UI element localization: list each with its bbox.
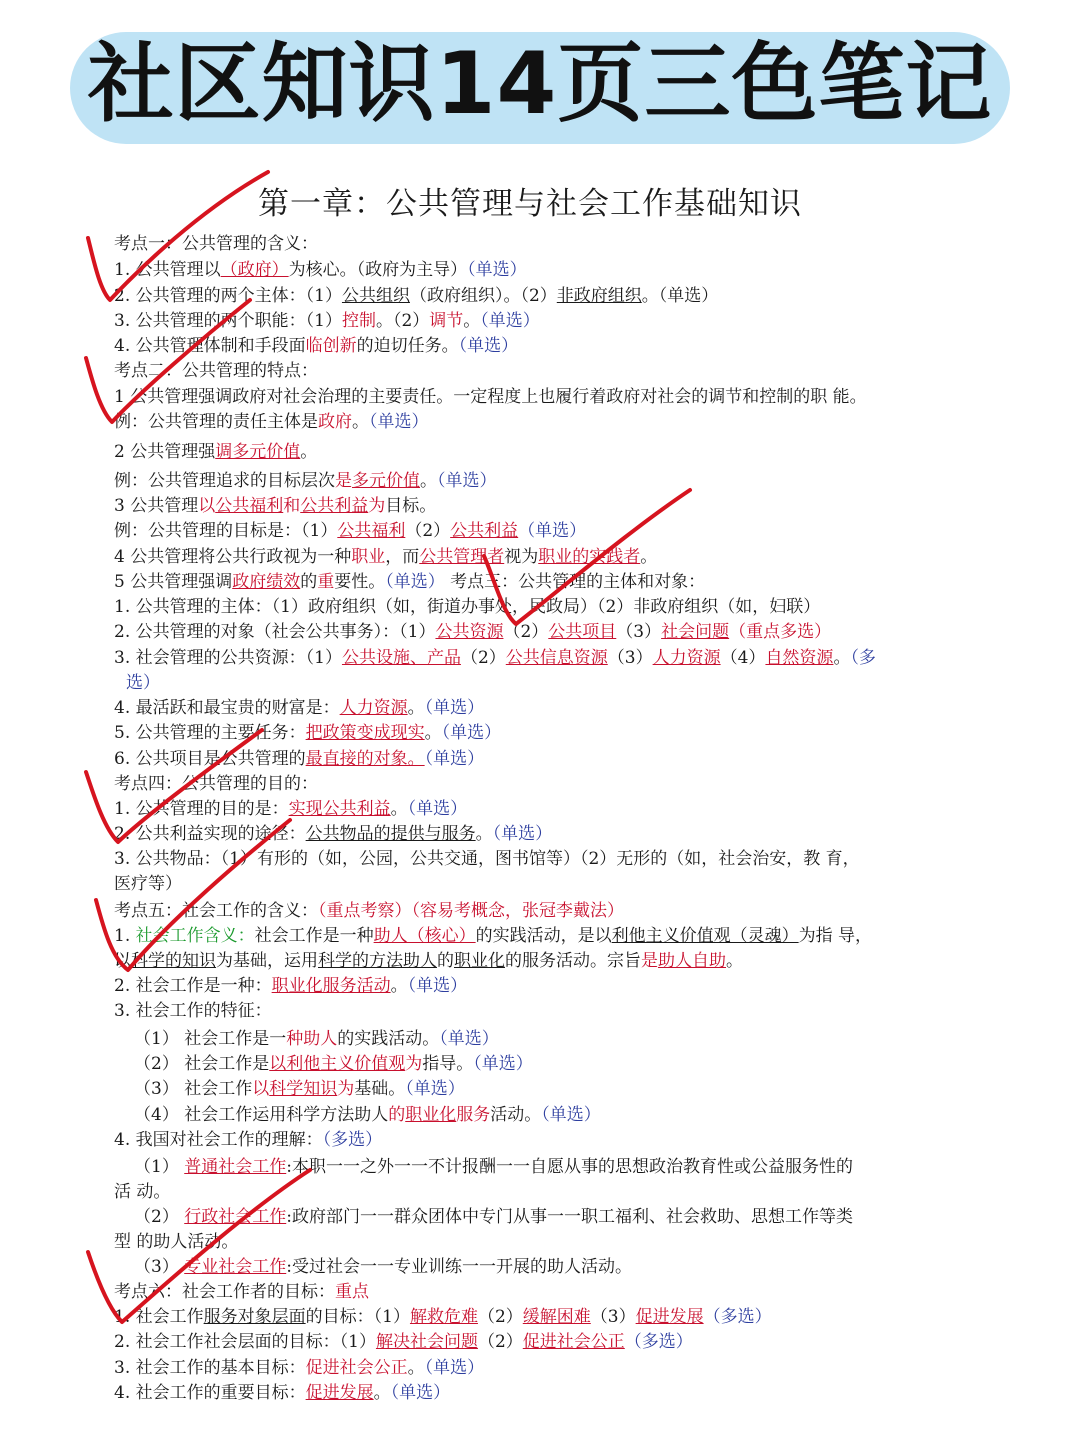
- note-line: [114, 797, 974, 822]
- note-segment: （4） 社会工作运用科学方法助人: [134, 1105, 389, 1125]
- note-segment: 自然资源: [765, 648, 834, 668]
- note-segment: 社会工作含义：: [135, 926, 255, 946]
- note-segment: 为核心。（政府为主导）: [288, 260, 468, 280]
- note-segment: 为: [337, 1079, 355, 1099]
- note-segment: 4. 公共管理体制和手段面: [114, 336, 306, 356]
- note-segment: （2）: [134, 1207, 185, 1227]
- note-segment: （单选）: [424, 749, 485, 769]
- note-line: [114, 822, 974, 847]
- note-segment: 4. 最活跃和最宝贵的财富是：: [114, 698, 340, 718]
- note-segment: （单选）: [473, 1054, 533, 1074]
- note-segment: 考点三：公共管理的主体和对象：: [444, 572, 706, 592]
- note-segment: （3）: [590, 1307, 636, 1327]
- note-segment: 公共福利: [215, 496, 284, 516]
- note-line: [114, 494, 974, 519]
- note-segment: 的实践活动，是以: [475, 926, 612, 946]
- note-segment: 4. 我国对社会工作的理解：: [114, 1130, 323, 1150]
- note-segment: 指导。: [422, 1054, 474, 1074]
- note-segment: （单选）: [439, 1029, 499, 1049]
- note-segment: （多: [850, 648, 876, 668]
- note-segment: （单选）: [424, 698, 485, 718]
- note-line: [114, 1330, 974, 1355]
- note-segment: （2） 社会工作是: [134, 1054, 270, 1074]
- note-segment: 公共信息资源: [505, 648, 608, 668]
- note-segment: 和: [283, 496, 301, 516]
- note-segment: 考点六：社会工作者的目标：: [114, 1282, 335, 1302]
- note-segment: 是: [335, 471, 352, 491]
- note-segment: 以: [198, 496, 216, 516]
- note-segment: 选）: [126, 673, 160, 693]
- note-segment: （重点多选）: [729, 622, 832, 642]
- note-segment: 为基础，运用: [216, 951, 318, 971]
- note-line: [114, 999, 974, 1024]
- note-segment: 2. 社会工作社会层面的目标：（1）: [114, 1332, 376, 1352]
- note-segment: 的服务活动。宗旨: [505, 951, 641, 971]
- note-segment: 专业社会工作: [184, 1257, 287, 1277]
- note-line: [114, 410, 974, 435]
- note-line: [114, 1305, 974, 1330]
- note-line: [114, 974, 974, 999]
- note-segment: （3）: [134, 1257, 185, 1277]
- note-segment: 政府绩效: [232, 572, 301, 592]
- note-line: [114, 847, 974, 872]
- note-line: [114, 284, 974, 309]
- note-line: [134, 1205, 994, 1230]
- note-line: [114, 872, 974, 897]
- note-line: [114, 258, 974, 283]
- note-line: [114, 469, 974, 494]
- note-segment: （重点考察）（容易考概念，张冠李戴法）: [318, 901, 624, 921]
- note-line: [134, 1255, 994, 1280]
- note-segment: 缓解困难: [522, 1307, 591, 1327]
- note-segment: （单选）: [437, 471, 497, 491]
- note-segment: （1）: [134, 1157, 185, 1177]
- note-segment: 。: [424, 723, 442, 743]
- note-segment: 1. 公共管理的目的是：: [114, 799, 289, 819]
- note-segment: 5 公共管理强调: [114, 572, 233, 592]
- note-segment: 基础。: [354, 1079, 406, 1099]
- note-segment: 促进社会公正: [522, 1332, 625, 1352]
- note-segment: （2）: [503, 622, 549, 642]
- note-line: [134, 1103, 994, 1128]
- note-segment: （3） 社会工作: [134, 1079, 253, 1099]
- note-segment: 3. 社会管理的公共资源：（1）: [114, 648, 342, 668]
- note-segment: 。: [352, 412, 369, 432]
- note-segment: 的: [388, 1105, 406, 1125]
- note-line: [114, 924, 974, 949]
- note-line: [114, 359, 974, 384]
- note-segment: （2）: [477, 1332, 523, 1352]
- note-segment: （单选）: [518, 521, 587, 541]
- note-segment: 。: [833, 648, 851, 668]
- note-segment: 的实践活动。: [337, 1029, 440, 1049]
- note-line: [114, 440, 974, 465]
- note-segment: 最直接的对象。: [305, 749, 425, 769]
- note-segment: （单选）: [458, 336, 519, 356]
- note-segment: 例：公共管理的目标是：（1）: [114, 521, 338, 541]
- note-segment: 为指 导，: [798, 926, 873, 946]
- note-segment: 6. 公共项目是公共管理的: [114, 749, 306, 769]
- note-segment: 行政社会工作: [184, 1207, 287, 1227]
- note-segment: :本职一一之外一一不计报酬一一自愿从事的思想政治教育性或公益服务性的: [286, 1157, 853, 1177]
- note-segment: 公共项目: [548, 622, 617, 642]
- note-segment: 要性。: [334, 572, 386, 592]
- note-segment: 。: [726, 951, 743, 971]
- note-segment: （单选）: [385, 572, 445, 592]
- note-segment: 社会工作是一种: [254, 926, 374, 946]
- note-segment: 4 公共管理将公共行政视为一种: [114, 547, 352, 567]
- note-segment: 。: [390, 976, 408, 996]
- note-line: [114, 620, 974, 645]
- note-segment: 2. 公共管理的对象（社会公共事务）：（1）: [114, 622, 436, 642]
- note-line: [114, 545, 974, 570]
- note-line: [114, 747, 974, 772]
- note-segment: （单选）: [492, 824, 553, 844]
- note-segment: （3）: [616, 622, 662, 642]
- note-segment: 科学的知识: [131, 951, 216, 971]
- note-segment: 助人（核心）: [373, 926, 476, 946]
- note-line: [114, 1230, 974, 1255]
- note-line: [114, 570, 974, 595]
- note-segment: 活 动。: [114, 1182, 171, 1202]
- note-segment: 目标。: [385, 496, 437, 516]
- note-segment: 。: [390, 799, 408, 819]
- note-segment: （1） 社会工作是一: [134, 1029, 287, 1049]
- note-segment: 。（2）: [375, 311, 430, 331]
- note-segment: （2）: [477, 1307, 523, 1327]
- note-segment: 1. 社会工作: [114, 1307, 204, 1327]
- note-segment: 考点四：公共管理的目的：: [114, 774, 318, 794]
- note-segment: （单选）: [407, 799, 468, 819]
- note-segment: 2. 社会工作是一种：: [114, 976, 272, 996]
- note-segment: 重: [317, 572, 335, 592]
- note-segment: 促进发展: [305, 1383, 374, 1403]
- note-segment: 临创新: [305, 336, 357, 356]
- note-segment: 人力资源: [652, 648, 721, 668]
- note-line: [114, 595, 974, 620]
- note-line: [114, 385, 974, 410]
- note-segment: 服务对象层面: [203, 1307, 306, 1327]
- note-segment: 是: [641, 951, 658, 971]
- note-segment: 以: [114, 951, 131, 971]
- note-segment: 。: [300, 442, 318, 462]
- page-title: 社区知识14页三色笔记: [87, 34, 993, 134]
- note-segment: 促进发展: [635, 1307, 704, 1327]
- note-segment: （单选）: [480, 311, 540, 331]
- note-line: [114, 696, 974, 721]
- note-segment: （单选）: [467, 260, 527, 280]
- note-segment: 考点五：社会工作的含义：: [114, 901, 318, 921]
- note-segment: 科学的方法助人: [318, 951, 437, 971]
- note-segment: 3. 公共物品：（1）有形的（如，公园，公共交通，图书馆等）（2）无形的（如，社会治安，教 育，: [114, 849, 860, 869]
- note-segment: 。: [407, 1358, 425, 1378]
- note-segment: 的: [300, 572, 318, 592]
- note-segment: 非政府组织: [556, 286, 642, 306]
- note-segment: （单选）: [441, 723, 502, 743]
- note-segment: 视为: [504, 547, 539, 567]
- note-segment: 。: [475, 824, 493, 844]
- note-line: [114, 519, 974, 544]
- note-segment: 1 公共管理强调政府对社会治理的主要责任。一定程度上也履行着政府对社会的调节和控制的职 能。: [114, 387, 867, 407]
- note-segment: 职业化: [405, 1105, 457, 1125]
- note-segment: （政府组织）。（2）: [409, 286, 557, 306]
- note-segment: （多选）: [703, 1307, 772, 1327]
- note-segment: 服务: [456, 1105, 491, 1125]
- note-segment: 公共资源: [435, 622, 504, 642]
- note-segment: :受过社会一一专业训练一一开展的助人活动。: [286, 1257, 632, 1277]
- note-segment: （单选）: [405, 1079, 465, 1099]
- note-segment: 例：公共管理的责任主体是: [114, 412, 318, 432]
- note-segment: 公共组织: [341, 286, 410, 306]
- note-line: [126, 671, 986, 696]
- note-segment: 公共利益: [450, 521, 519, 541]
- note-line: [134, 1027, 994, 1052]
- note-line: [114, 1128, 974, 1153]
- note-segment: （单选）: [407, 976, 468, 996]
- note-line: [114, 1180, 974, 1205]
- note-line: [114, 309, 974, 334]
- note-segment: 人力资源: [339, 698, 408, 718]
- note-segment: 2 公共管理强: [114, 442, 216, 462]
- note-segment: 考点一：公共管理的含义：: [114, 234, 318, 254]
- note-segment: （2）: [405, 521, 451, 541]
- note-segment: 公共管理者: [419, 547, 505, 567]
- note-line: [114, 899, 974, 924]
- note-segment: 。: [373, 1383, 391, 1403]
- note-segment: 2. 公共利益实现的途径：: [114, 824, 306, 844]
- note-segment: 公共设施、产品: [341, 648, 461, 668]
- note-segment: 实现公共利益: [288, 799, 391, 819]
- note-segment: 科学知识: [269, 1079, 338, 1099]
- note-segment: 职业化服务活动: [271, 976, 391, 996]
- note-segment: 多元价值: [352, 471, 420, 491]
- note-segment: （多选）: [322, 1130, 383, 1150]
- note-segment: 考点二：公共管理的特点：: [114, 361, 318, 381]
- note-segment: 利他主义价值观（灵魂）: [611, 926, 799, 946]
- note-line: [134, 1155, 994, 1180]
- note-segment: 3 公共管理: [114, 496, 199, 516]
- note-line: [114, 646, 974, 671]
- note-segment: 1. 公共管理以: [114, 260, 221, 280]
- note-segment: 活动。: [490, 1105, 542, 1125]
- note-line: [114, 721, 974, 746]
- note-segment: （单选）: [369, 412, 429, 432]
- note-segment: （4）: [720, 648, 766, 668]
- note-segment: （3）: [607, 648, 653, 668]
- note-segment: 解决社会问题: [375, 1332, 478, 1352]
- note-segment: 。: [463, 311, 481, 331]
- note-segment: 为: [405, 1054, 423, 1074]
- note-segment: 3. 社会工作的基本目标：: [114, 1358, 306, 1378]
- note-line: [114, 334, 974, 359]
- note-segment: 职业的实践者: [538, 547, 641, 567]
- note-segment: :政府部门一一群众团体中专门从事一一职工福利、社会救助、思想工作等类: [286, 1207, 853, 1227]
- note-segment: 职业: [351, 547, 386, 567]
- note-line: [114, 1356, 974, 1381]
- note-segment: （2）: [460, 648, 506, 668]
- note-segment: 控制: [341, 311, 376, 331]
- note-segment: 的: [437, 951, 454, 971]
- note-segment: 重点: [335, 1282, 369, 1302]
- note-segment: 促进社会公正: [305, 1358, 408, 1378]
- chapter-heading: 第一章：公共管理与社会工作基础知识: [258, 186, 802, 222]
- note-segment: 调多元价值: [215, 442, 301, 462]
- note-segment: 政府: [318, 412, 352, 432]
- note-line: [114, 1280, 974, 1305]
- note-line: [114, 1381, 974, 1406]
- note-line: [114, 232, 974, 257]
- note-segment: 1. 公共管理的主体：（1）政府组织（如，街道办事处，民政局）（2）非政府组织（如，妇联）: [114, 597, 821, 617]
- note-segment: 。: [407, 698, 425, 718]
- note-segment: 助人自助: [658, 951, 726, 971]
- note-segment: ，而: [385, 547, 420, 567]
- note-line: [114, 949, 974, 974]
- note-segment: 4. 社会工作的重要目标：: [114, 1383, 306, 1403]
- note-segment: 。: [420, 471, 437, 491]
- note-segment: 例：公共管理追求的目标层次: [114, 471, 335, 491]
- note-segment: 的目标：（1）: [305, 1307, 410, 1327]
- note-segment: 普通社会工作: [184, 1157, 287, 1177]
- note-segment: 把政策变成现实: [305, 723, 425, 743]
- note-segment: 公共物品的提供与服务: [305, 824, 476, 844]
- note-segment: 公共福利: [337, 521, 406, 541]
- note-segment: 种助人: [286, 1029, 338, 1049]
- note-line: [114, 772, 974, 797]
- note-segment: 社会问题: [661, 622, 730, 642]
- note-segment: 。: [640, 547, 658, 567]
- note-line: [134, 1052, 994, 1077]
- note-segment: 医疗等）: [114, 874, 182, 894]
- note-line: [134, 1077, 994, 1102]
- note-segment: 3. 社会工作的特征：: [114, 1001, 272, 1021]
- note-segment: （单选）: [424, 1358, 485, 1378]
- note-segment: 的迫切任务。: [356, 336, 459, 356]
- note-segment: （单选）: [541, 1105, 601, 1125]
- note-segment: 以利他主义价值观: [269, 1054, 406, 1074]
- note-segment: 3. 公共管理的两个职能：（1）: [114, 311, 342, 331]
- note-segment: 型 的助人活动。: [114, 1232, 239, 1252]
- note-segment: 调节: [429, 311, 464, 331]
- note-segment: 5. 公共管理的主要任务：: [114, 723, 306, 743]
- note-segment: 。（单选）: [641, 286, 719, 306]
- note-segment: 职业化: [454, 951, 505, 971]
- note-segment: （多选）: [624, 1332, 693, 1352]
- note-segment: 2. 公共管理的两个主体：（1）: [114, 286, 342, 306]
- note-segment: （单选）: [390, 1383, 451, 1403]
- note-segment: （政府）: [220, 260, 289, 280]
- note-segment: 1.: [114, 926, 136, 946]
- note-segment: 公共利益: [300, 496, 369, 516]
- note-segment: 以: [252, 1079, 270, 1099]
- note-segment: 解救危难: [409, 1307, 478, 1327]
- note-segment: 为: [368, 496, 386, 516]
